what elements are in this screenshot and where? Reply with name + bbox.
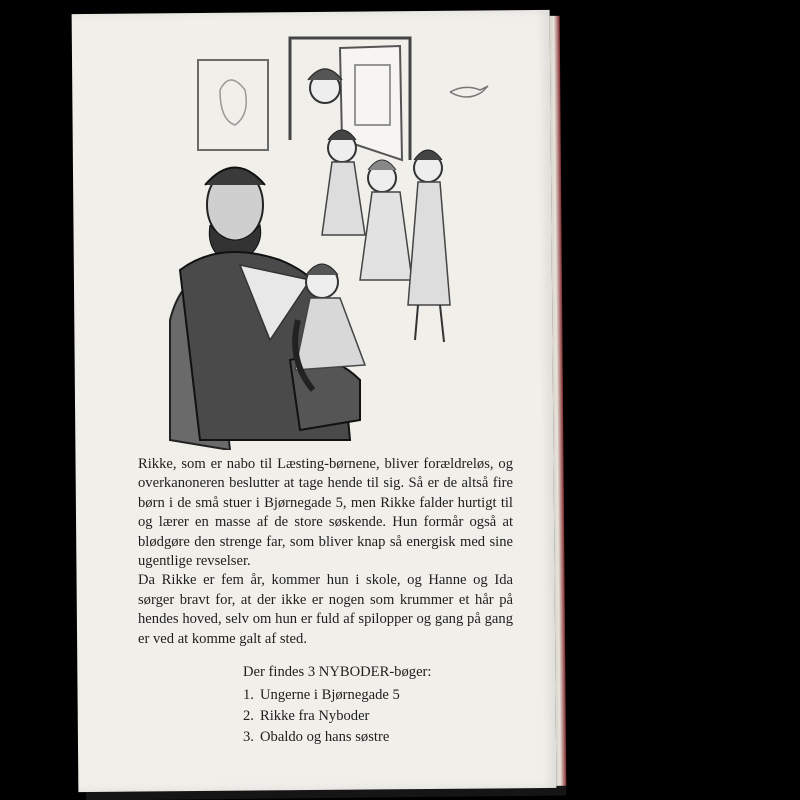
list-item-number: 3. — [243, 729, 254, 745]
wall-picture — [198, 60, 268, 150]
illustration-drawing — [110, 20, 490, 450]
list-item-title: Obaldo og hans søstre — [260, 729, 390, 745]
bird-sketch — [450, 86, 488, 97]
list-item — [243, 706, 513, 727]
list-item-number: 1. — [243, 687, 254, 703]
list-item — [243, 727, 513, 748]
blurb-paragraph-2: Da Rikke er fem år, kommer hun i skole, og Hanne og Ida sørger bravt for, at der ikke er nogen som krummer et hår på hendes hoved, selv om hun er fuld af spilopper og gang på gang er ved at komme galt af sted. — [138, 572, 513, 647]
series-list-intro: Der findes 3 NYBODER-bøger: — [243, 664, 432, 680]
list-item-number: 2. — [243, 708, 254, 724]
series-list — [243, 662, 513, 748]
list-item-title: Ungerne i Bjørnegade 5 — [260, 687, 400, 703]
book-blurb — [138, 455, 513, 649]
blurb-paragraph-1: Rikke, som er nabo til Læsting-børnene, bliver forældreløs, og overkanoneren beslutter at tage hende til sig. Så er de altså fire børn i de små stuer i Bjørnegade 5, men Rikke falder hurtigt til og lærer en masse af de store søskende. Hun formår også at blødgøre den strenge far, som bliver knap så energisk med sine ugentlige revselser. — [138, 456, 513, 570]
list-item-title: Rikke fra Nyboder — [260, 708, 370, 724]
cover-illustration — [110, 20, 490, 450]
list-item — [243, 685, 513, 706]
book-spine-edge — [550, 16, 567, 786]
